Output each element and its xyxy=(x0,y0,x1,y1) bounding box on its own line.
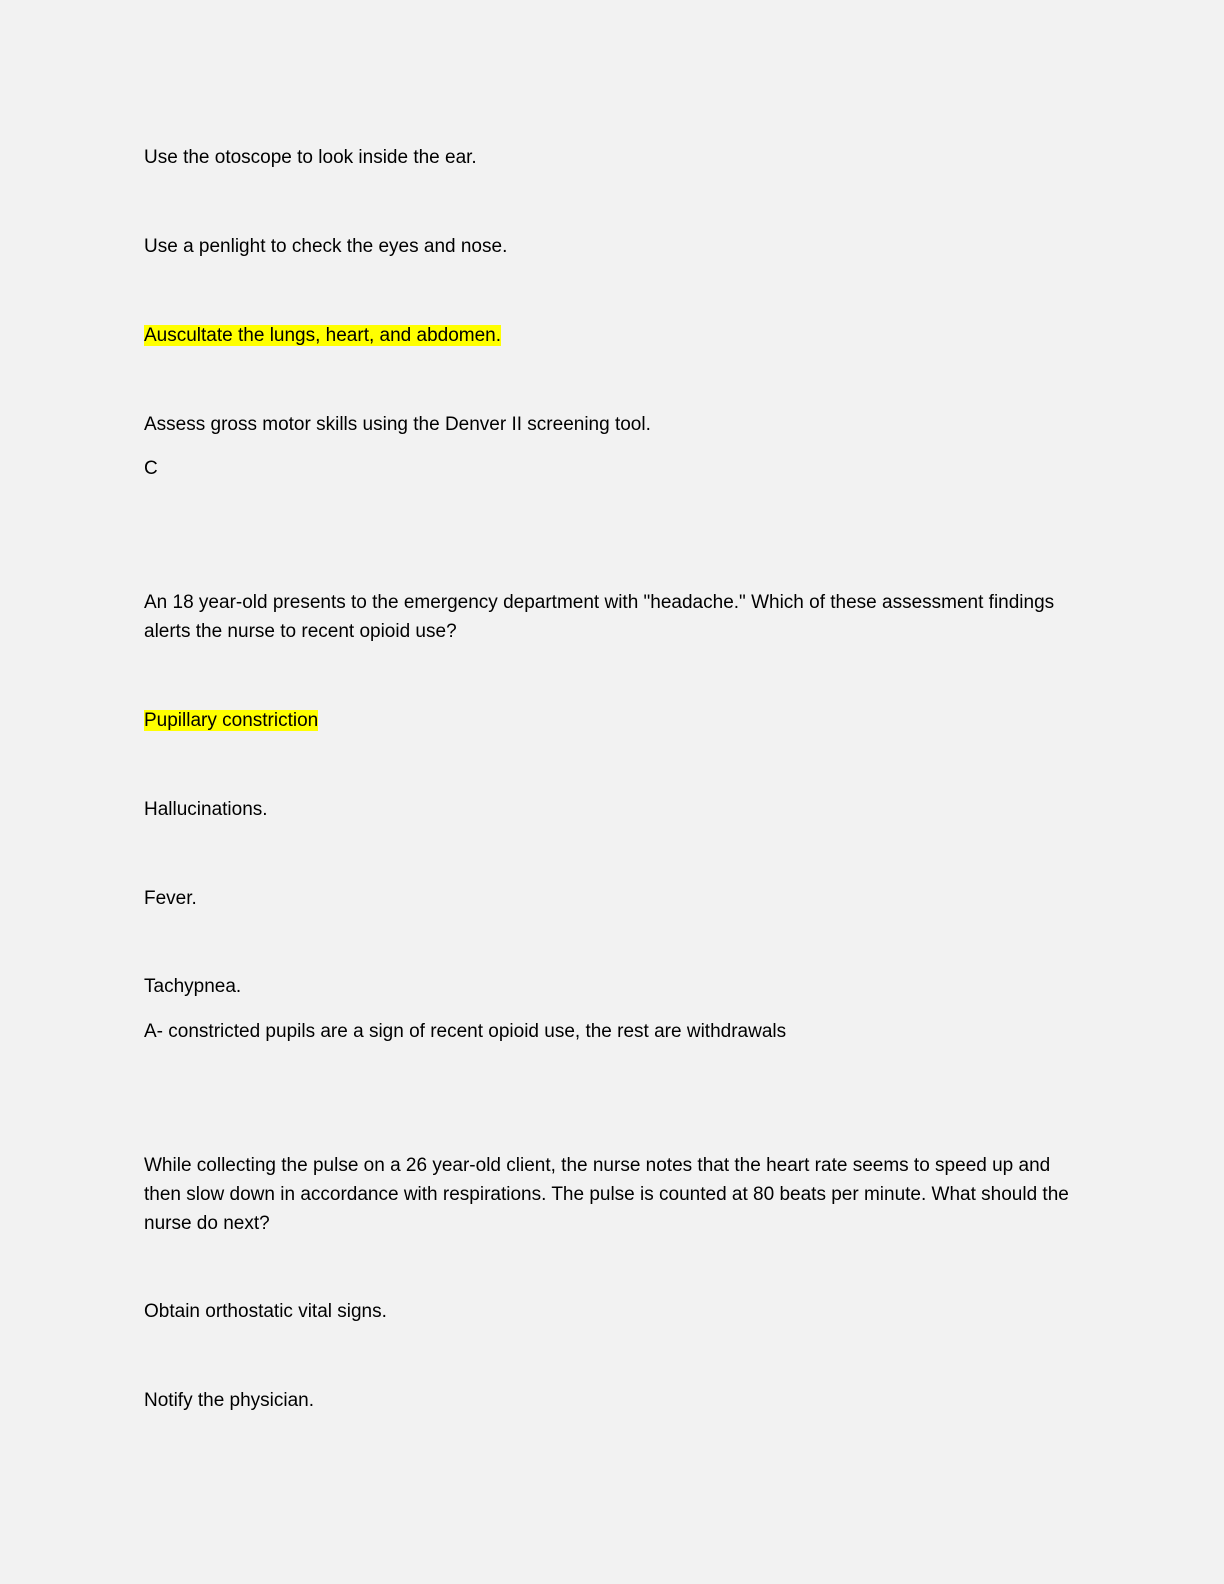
q2-option-b-text: Hallucinations. xyxy=(144,799,268,820)
q2-question xyxy=(144,588,1080,646)
q2-answer-text: A- constricted pupils are a sign of recent opioid use, the rest are withdrawals xyxy=(144,1021,787,1042)
q2-option-d-text: Tachypnea. xyxy=(144,976,242,997)
q3-question-text: While collecting the pulse on a 26 year-old client, the nurse notes that the heart rate seems to speed up and then slow down in accordance with respirations. The pulse is counted at 80 beats per minute. What should the nurse do next? xyxy=(144,1155,1069,1234)
q1-option-c-highlighted-text: Auscultate the lungs, heart, and abdomen. xyxy=(144,325,502,346)
q1-option-b xyxy=(144,232,1080,261)
q3-option-b-text: Notify the physician. xyxy=(144,1390,315,1411)
q1-answer-text: C xyxy=(144,458,158,479)
q2-option-c-text: Fever. xyxy=(144,888,197,909)
q3-option-b xyxy=(144,1386,1080,1415)
q1-option-d xyxy=(144,410,1080,439)
q2-question-text: An 18 year-old presents to the emergency department with "headache." Which of these assessment findings alerts the nurse to recent opioid use? xyxy=(144,592,1055,642)
q3-question xyxy=(144,1151,1080,1238)
q2-answer xyxy=(144,1017,1080,1046)
q2-option-a-highlighted-text: Pupillary constriction xyxy=(144,710,319,731)
q1-option-b-text: Use a penlight to check the eyes and nose. xyxy=(144,236,508,257)
q1-option-a-text: Use the otoscope to look inside the ear. xyxy=(144,147,477,168)
q1-option-d-text: Assess gross motor skills using the Denver II screening tool. xyxy=(144,414,651,435)
q1-answer xyxy=(144,454,1080,483)
q3-option-a xyxy=(144,1297,1080,1326)
q3-option-a-text: Obtain orthostatic vital signs. xyxy=(144,1301,387,1322)
q2-option-d xyxy=(144,972,1080,1001)
q2-option-b xyxy=(144,795,1080,824)
q2-option-a xyxy=(144,706,1080,735)
q1-option-a xyxy=(144,143,1080,172)
q2-option-c xyxy=(144,884,1080,913)
q1-option-c xyxy=(144,321,1080,350)
